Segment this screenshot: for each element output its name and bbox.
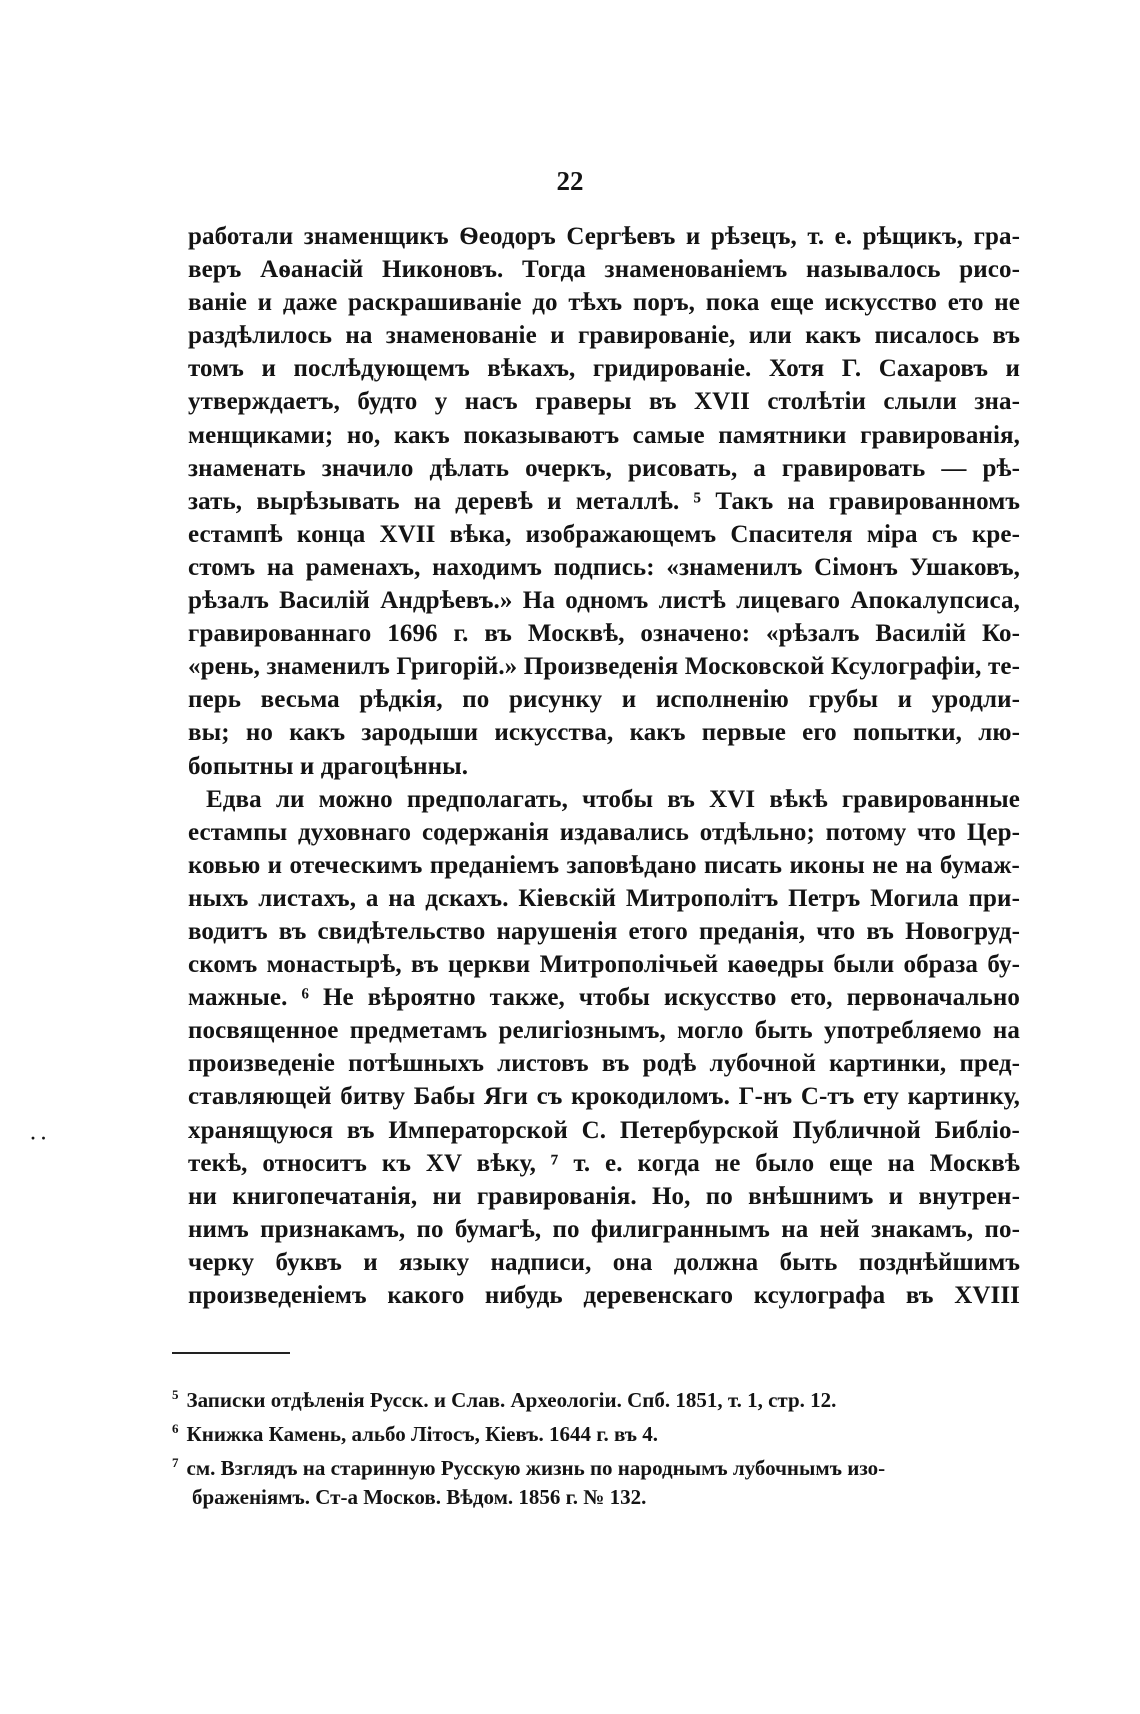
footnote [172,1378,1020,1412]
text-line: стомъ на раменахъ, находимъ подпись: «знаменилъ Сімонъ Ушаковъ, [188,553,1020,581]
text-line: нимъ признакамъ, по бумагѣ, по филиграннымъ на ней знакамъ, по- [188,1215,1020,1243]
text-line: томъ и послѣдующемъ вѣкахъ, гридированіе. Хотя Г. Сахаровъ и [188,355,1020,383]
body-text [188,220,1020,1312]
footnote-text: браженіямъ. Ст-а Москов. Вѣдом. 1856 г. № 132. [192,1485,647,1509]
text-line: зать, вырѣзывать на деревѣ и металлѣ. ⁵ Такъ на гравированномъ [188,487,1020,515]
text-line: ныхъ листахъ, а на дскахъ. Кіевскій Митрополітъ Петръ Могила при- [188,884,1020,912]
text-line: мажные. ⁶ Не вѣроятно также, чтобы искусство ето, первоначально [188,984,1020,1012]
text-line: перь весьма рѣдкія, по рисунку и исполненію грубы и уродли- [188,686,1020,714]
text-line: раздѣлилось на знаменованіе и гравированіе, или какъ писалось въ [188,322,1020,350]
margin-mark: · · [30,1128,47,1148]
footnotes [172,1378,1020,1514]
footnote-continuation [172,1480,1020,1514]
text-line: ни книгопечатанія, ни гравированія. Но, по внѣшнимъ и внутрен- [188,1182,1020,1210]
text-line: вы; но какъ зародыши искусства, какъ первые его попытки, лю- [188,719,1020,747]
page-number: 22 [556,166,584,196]
text-line: водитъ въ свидѣтельство нарушенія етого преданія, что въ Новогруд- [188,917,1020,945]
footnote-mark: 7 [172,1455,179,1470]
footnote [172,1446,1020,1480]
text-line: ковью и отеческимъ преданіемъ заповѣдано писать иконы не на бумаж- [188,851,1020,879]
text-line: хранящуюся въ Императорской С. Петербурской Публичной Библіо- [188,1116,1020,1144]
text-line: текѣ, относитъ къ XV вѣку, ⁷ т. е. когда не было еще на Москвѣ [188,1149,1020,1177]
text-line: знаменать значило дѣлать очеркъ, рисовать, а гравировать — рѣ- [188,454,1020,482]
text-line: веръ Аѳанасій Никоновъ. Тогда знаменованіемъ называлось рисо- [188,256,1020,284]
footnote-text: Книжка Камень, альбо Літосъ, Кіевъ. 1644 г. въ 4. [186,1422,659,1446]
text-line: посвященное предметамъ религіознымъ, могло быть употребляемо на [188,1017,1020,1045]
footnote-text: см. Взглядъ на старинную Русскую жизнь по народнымъ лубочнымъ изо- [186,1456,886,1480]
footnote-text: Записки отдѣленія Русск. и Слав. Археологіи. Спб. 1851, т. 1, стр. 12. [186,1388,837,1412]
text-line: естампы духовнаго содержанія издавались отдѣльно; потому что Цер- [188,818,1020,846]
footnote-mark: 6 [172,1421,179,1436]
text-line: «рень, знаменилъ Григорій.» Произведенія Московской Ксулографіи, те- [188,653,1020,681]
text-line: менщиками; но, какъ показываютъ самые памятники гравированія, [188,421,1020,449]
text-line: черку буквъ и языку надписи, она должна быть позднѣйшимъ [188,1248,1020,1276]
text-line: рѣзалъ Василій Андрѣевъ.» На одномъ листѣ лицеваго Апокалупсиса, [188,587,1020,615]
text-line: произведеніемъ какого нибудь деревенскаго ксулографа въ XVIII [188,1282,1020,1309]
footnote-mark: 5 [172,1387,179,1402]
text-line: работали знаменщикъ Ѳеодоръ Сергѣевъ и рѣзецъ, т. е. рѣщикъ, гра- [188,223,1020,250]
text-line: гравированнаго 1696 г. въ Москвѣ, означено: «рѣзалъ Василій Ко- [188,620,1020,648]
footnote-separator [172,1352,290,1354]
text-line: бопытны и драгоцѣнны. [188,752,469,780]
text-line: скомъ монастырѣ, въ церкви Митрополічьей каѳедры были образа бу- [188,951,1020,979]
footnote [172,1412,1020,1446]
text-line: произведеніе потѣшныхъ листовъ въ родѣ лубочной картинки, пред- [188,1050,1020,1078]
text-line: утверждаетъ, будто у насъ граверы въ XVII столѣтіи слыли зна- [188,388,1020,416]
text-line: естампѣ конца XVII вѣка, изображающемъ Спасителя міра съ кре- [188,520,1020,548]
text-line: Едва ли можно предполагать, чтобы въ XVI вѣкѣ гравированные [206,785,1020,813]
text-line: ваніе и даже раскрашиваніе до тѣхъ поръ, пока еще искусство ето не [188,289,1020,317]
text-line: ставляющей битву Бабы Яги съ крокодиломъ. Г-нъ С-тъ ету картинку, [188,1083,1020,1111]
